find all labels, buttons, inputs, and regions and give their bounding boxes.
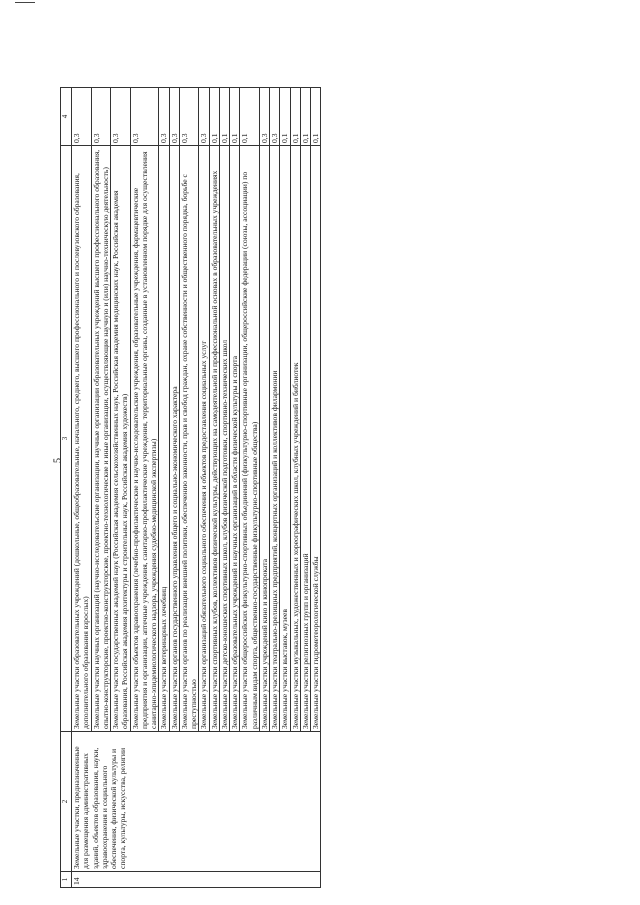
item-coef: 0,3 [72, 88, 92, 146]
item-coef: 0,3 [130, 88, 159, 146]
item-text: Земельные участки театрально-зрелищных предприятий, концертных организаций и коллективов филармонии [270, 146, 280, 732]
item-coef: 0,1 [240, 88, 260, 146]
header-col-1: 1 [61, 872, 72, 888]
header-col-4: 4 [61, 88, 72, 146]
item-text: Земельные участки детско-юношеских спортивных школ, клубов физической подготовки, спортивно-технических школ [219, 146, 229, 732]
page-number: 5 [52, 458, 64, 463]
item-coef: 0,3 [179, 88, 199, 146]
header-col-3: 3 [61, 146, 72, 732]
header-col-2: 2 [61, 732, 72, 872]
item-text: Земельные участки образовательных учреждений и научных организаций в области физической культуры и спорта [230, 146, 240, 732]
item-coef: 0,1 [311, 88, 321, 146]
item-text: Земельные участки органов государственного управления общего и социально-экономического характера [169, 146, 179, 732]
top-rule [15, 2, 35, 3]
item-text: Земельные участки объектов здравоохранения (лечебно-профилактические и научно-исследовательские учреждения, образовательные учреждения, фармацевтические предприятия и организации, аптечные учреждения, санитарно-профилактические учреждения, территориальные органы, созданные в установленном порядке для осуществления санитарно-эпидемиологического надзора, учреждения судебно-медицинской экспертизы) [130, 146, 159, 732]
item-text: Земельные участки образовательных учреждений (дошкольные, общеобразовательные, начального, среднего, высшего профессионального и послевузовского образования, дополнительного образования взрослых) [72, 146, 92, 732]
item-text: Земельные участки музыкальных, художественных и хореографических школ, клубных учреждений и библиотек [290, 146, 300, 732]
item-coef: 0,1 [290, 88, 300, 146]
item-coef: 0,3 [111, 88, 131, 146]
item-text: Земельные участки выставок, музеев [280, 146, 290, 732]
item-text: Земельные участки спортивных клубов, коллективов физической культуры, действующих на самодеятельной и профессиональной основах в образовательных учреждениях [209, 146, 219, 732]
item-coef: 0,3 [169, 88, 179, 146]
item-text: Земельные участки государственных академий наук (Российская академия сельскохозяйственных наук, Российская академия медицинских наук, Российская академия образования, Российская академия архитектуры и строительных наук, Российская академия художеств) [111, 146, 131, 732]
header-row [61, 88, 72, 888]
table-row [72, 88, 92, 888]
table-body [72, 88, 321, 888]
item-coef: 0,1 [280, 88, 290, 146]
item-coef: 0,1 [300, 88, 310, 146]
item-coef: 0,1 [209, 88, 219, 146]
item-text: Земельные участки ветеринарных лечебниц [159, 146, 169, 732]
item-coef: 0,1 [219, 88, 229, 146]
item-text: Земельные участки религиозных групп и организаций [300, 146, 310, 732]
item-text: Земельные участки организаций обязательного социального обеспечения и объектов предоставления социальных услуг [199, 146, 209, 732]
item-coef: 0,3 [199, 88, 209, 146]
coefficients-table [60, 87, 321, 888]
item-text: Земельные участки учреждений кино и кинопроката [259, 146, 269, 732]
item-coef: 0,3 [270, 88, 280, 146]
item-text: Земельные участки научных организаций (научно-исследовательские организации, научные организации образовательных учреждений высшего профессионального образования, опытно-конструкторские, проектно-конструкторские, проектно-технологические и иные организации, осуществляющие научную и (или) научно-техническую деятельность) [91, 146, 111, 732]
item-text: Земельные участки органов по реализации внешней политики, обеспечению законности, прав и свобод граждан, охране собственности и общественного порядка, борьбе с преступностью [179, 146, 199, 732]
rotated-sheet [60, 88, 600, 888]
item-text: Земельные участки общероссийских физкультурно-спортивных объединений (физкультурно-спортивные организации, общероссийские федерации (союзы, ассоциации) по различным видам спорта, общественно-государственные физкультурно-спортивные общества) [240, 146, 260, 732]
row-number: 14 [72, 872, 321, 888]
item-coef: 0,3 [159, 88, 169, 146]
item-coef: 0,3 [259, 88, 269, 146]
item-text: Земельные участки гидрометеорологической службы [311, 146, 321, 732]
item-coef: 0,3 [91, 88, 111, 146]
category-cell: Земельные участки, предназначенные для размещения административных зданий, объектов образования, науки, здравоохранения и социального обеспечения, физической культуры и спорта, культуры, искусства, религии [72, 732, 321, 872]
item-coef: 0,1 [230, 88, 240, 146]
